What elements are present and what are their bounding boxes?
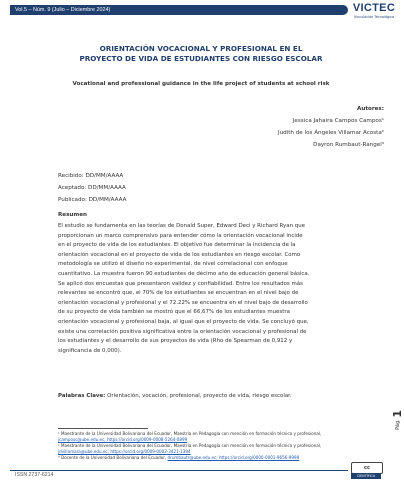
author-name: Jessica Jahaira Campos Campos¹	[292, 118, 384, 124]
author-name: Judith de los Ángeles Villamar Acosta²	[277, 130, 384, 136]
abstract-line: los estudiantes y el desarrollo de sus proyectos de vida (Rho de Spearman de 0,912 y	[58, 338, 293, 345]
keywords-label: Palabras Clave:	[58, 393, 106, 399]
page-indicator	[391, 410, 404, 430]
article-title	[60, 44, 342, 64]
license-logo: cc	[351, 462, 383, 474]
footnote-link[interactable]: jdvillamara@ube.edu.ec; https://orcid.org/0009-0002-3421-1394	[58, 449, 191, 455]
journal-badge: CIENTÍFICA	[351, 473, 381, 479]
abstract-line: orientación vocacional y profesional baja, al igual que el proyecto de vida. Se concluyó que,	[58, 318, 309, 325]
dates-block	[58, 170, 126, 206]
footnote-text: ³ Docente de la Universidad Bolivariana del Ecuador,	[58, 455, 168, 461]
logo-name: VICTEC	[352, 2, 396, 14]
footnote-divider	[58, 428, 148, 429]
abstract-line: orientación vocacional en el proyecto de vida de los estudiantes en riesgo escolar. Como	[58, 251, 301, 258]
abstract-line: proporcionan un marco comprensivo para entender cómo la orientación vocacional incide	[58, 232, 303, 239]
abstract-line: orientación vocacional y profesional y el 72.22% se encuentra en el nivel bajo de desarrollo	[58, 299, 308, 306]
authors-block	[278, 103, 384, 151]
abstract-line: en el proyecto de vida de los estudiantes. El objetivo fue determinar la incidencia de la	[58, 242, 296, 249]
keywords-text: Orientación, vocación, profesional, proyecto de vida, riesgo escolar.	[107, 393, 292, 399]
published-date: Publicado: DD/MM/AAAA	[58, 197, 127, 203]
abstract-line: significancia de 0,000).	[58, 347, 122, 354]
footer-rule	[10, 470, 348, 471]
abstract-line: El estudio se fundamenta en las teorías de Donald Super, Edward Deci y Richard Ryan que	[58, 223, 306, 229]
footnote	[58, 443, 364, 455]
title-line: ORIENTACIÓN VOCACIONAL Y PROFESIONAL EN EL	[99, 44, 303, 53]
journal-header-bar	[10, 5, 348, 15]
accepted-date: Aceptado: DD/MM/AAAA	[58, 185, 126, 191]
page-number: 1	[391, 410, 404, 418]
abstract-body	[58, 222, 382, 356]
abstract-line: relevantes se encontró que, el 70% de los estudiantes se encuentran en el nivel bajo de	[58, 290, 299, 297]
abstract-heading: Resumen	[58, 212, 88, 218]
logo-tagline: Vinculación Tecnológica	[353, 15, 395, 19]
keywords	[58, 393, 382, 399]
authors-label: Autores:	[357, 106, 384, 112]
issn: ISSN 2737-6214	[15, 472, 54, 478]
footnote-link[interactable]: jcamposc@ube.edu.ec; https://orcid.org/0009-0008-5264-0899	[58, 437, 188, 443]
journal-logo	[352, 2, 396, 24]
title-line: PROYECTO DE VIDA DE ESTUDIANTES CON RIESGO ESCOLAR	[79, 54, 323, 63]
footnote-text: ² Maestrante de la Universidad Bolivariana del Ecuador, Maestría en Pedagogía con mención en formación técnica y profesional,	[58, 443, 322, 449]
english-title: Vocational and professional guidance in the life project of students at school risk	[72, 81, 330, 87]
abstract-line: de su proyecto de vida también se mostró que el 66,67% de los estudiantes muestra	[58, 309, 290, 316]
footnote	[58, 431, 364, 443]
abstract-line: cuantitativo. La muestra fueron 90 estudiantes de décimo año de educación general básica.	[58, 270, 310, 277]
page-label: Pág.	[395, 419, 401, 430]
footnote-text: ¹ Maestrante de la Universidad Bolivariana del Ecuador, Maestría en Pedagogía con mención en formación técnica y profesional,	[58, 431, 322, 436]
abstract-line: metodología se utilizó el diseño no experimental, de nivel correlacional con enfoque	[58, 261, 288, 268]
footnote-link[interactable]: drumbautr@ube.edu.ec; https://orcid.org/0000-0001-9656-9999	[167, 455, 300, 461]
received-date: Recibido: DD/MM/AAAA	[58, 173, 124, 179]
author-name: Dayron Rumbaut-Rangel³	[313, 142, 384, 148]
abstract-line: Se aplicó dos encuestas que presentaron validez y confiabilidad. Entre los resultados más	[58, 280, 303, 287]
footnote	[58, 455, 364, 461]
footnotes	[58, 431, 364, 461]
journal-issue: Vol.5 – Núm. 9 (Julio – Diciembre 2024)	[15, 7, 111, 13]
abstract-line: existe una correlación positiva significativa entre la orientación vocacional y profesional de	[58, 328, 307, 335]
